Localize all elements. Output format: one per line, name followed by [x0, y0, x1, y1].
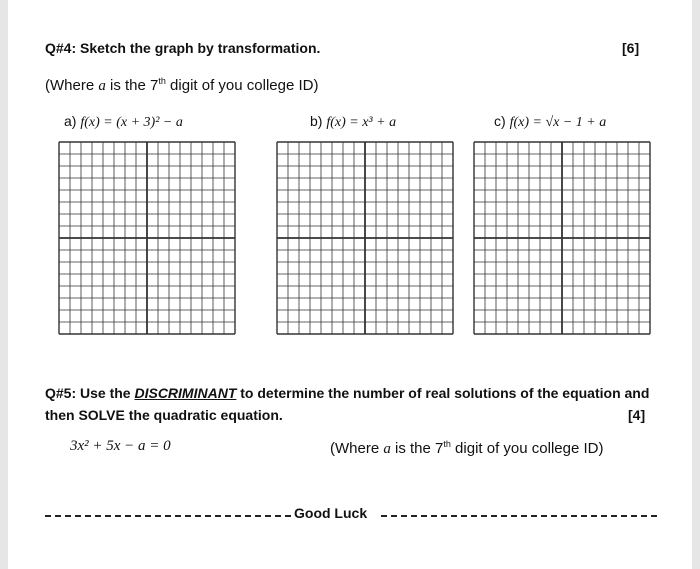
- q4-label: Q#4:: [45, 40, 77, 56]
- q5-line1-post: to determine the number of real solutions of the equation and: [236, 385, 650, 401]
- q4-note-post: digit of you college ID): [165, 77, 319, 94]
- worksheet-page: [8, 0, 692, 569]
- q5-note: [330, 439, 603, 458]
- q5-note-sup: th: [443, 439, 451, 449]
- graph-grid-b[interactable]: [275, 140, 455, 335]
- q5-line1-pre: Use the: [80, 385, 135, 401]
- part-a: [64, 113, 183, 131]
- footer-good-luck: [45, 505, 657, 525]
- q4-heading: [45, 40, 320, 56]
- footer-text: Good Luck: [294, 505, 368, 521]
- part-c: [494, 113, 606, 131]
- q5-marks: [4]: [628, 407, 646, 423]
- q4-title: Sketch the graph by transformation.: [80, 40, 321, 56]
- part-a-formula: f(x) = (x + 3)² − a: [80, 115, 183, 130]
- graph-grid-c[interactable]: [472, 140, 652, 335]
- q5-label: Q#5:: [45, 385, 77, 401]
- q5-note-mid: is the 7: [390, 440, 444, 457]
- q5-note-pre: (Where: [330, 440, 384, 457]
- graph-grid-a[interactable]: [57, 140, 237, 335]
- part-c-label: c): [494, 113, 506, 129]
- q5-equation: 3x² + 5x − a = 0: [70, 438, 171, 454]
- q5-line2: then SOLVE the quadratic equation.: [45, 407, 283, 423]
- q5-line1: [45, 385, 649, 401]
- footer-dash-left: [45, 515, 291, 517]
- footer-dash-right: [381, 515, 657, 517]
- part-c-formula: f(x) = √x − 1 + a: [509, 115, 607, 130]
- part-b-label: b): [310, 113, 323, 129]
- q5-note-var: a: [383, 441, 391, 457]
- part-b: [310, 113, 396, 131]
- q4-note-sup: th: [158, 76, 166, 86]
- q5-discriminant: DISCRIMINANT: [134, 385, 237, 401]
- q5-note-post: digit of you college ID): [450, 440, 604, 457]
- q4-note: [45, 76, 318, 95]
- part-b-formula: f(x) = x³ + a: [326, 115, 397, 130]
- q4-note-mid: is the 7: [105, 77, 159, 94]
- q4-note-var: a: [98, 78, 106, 94]
- part-a-label: a): [64, 113, 77, 129]
- q4-note-pre: (Where: [45, 77, 99, 94]
- q4-marks: [6]: [622, 40, 640, 56]
